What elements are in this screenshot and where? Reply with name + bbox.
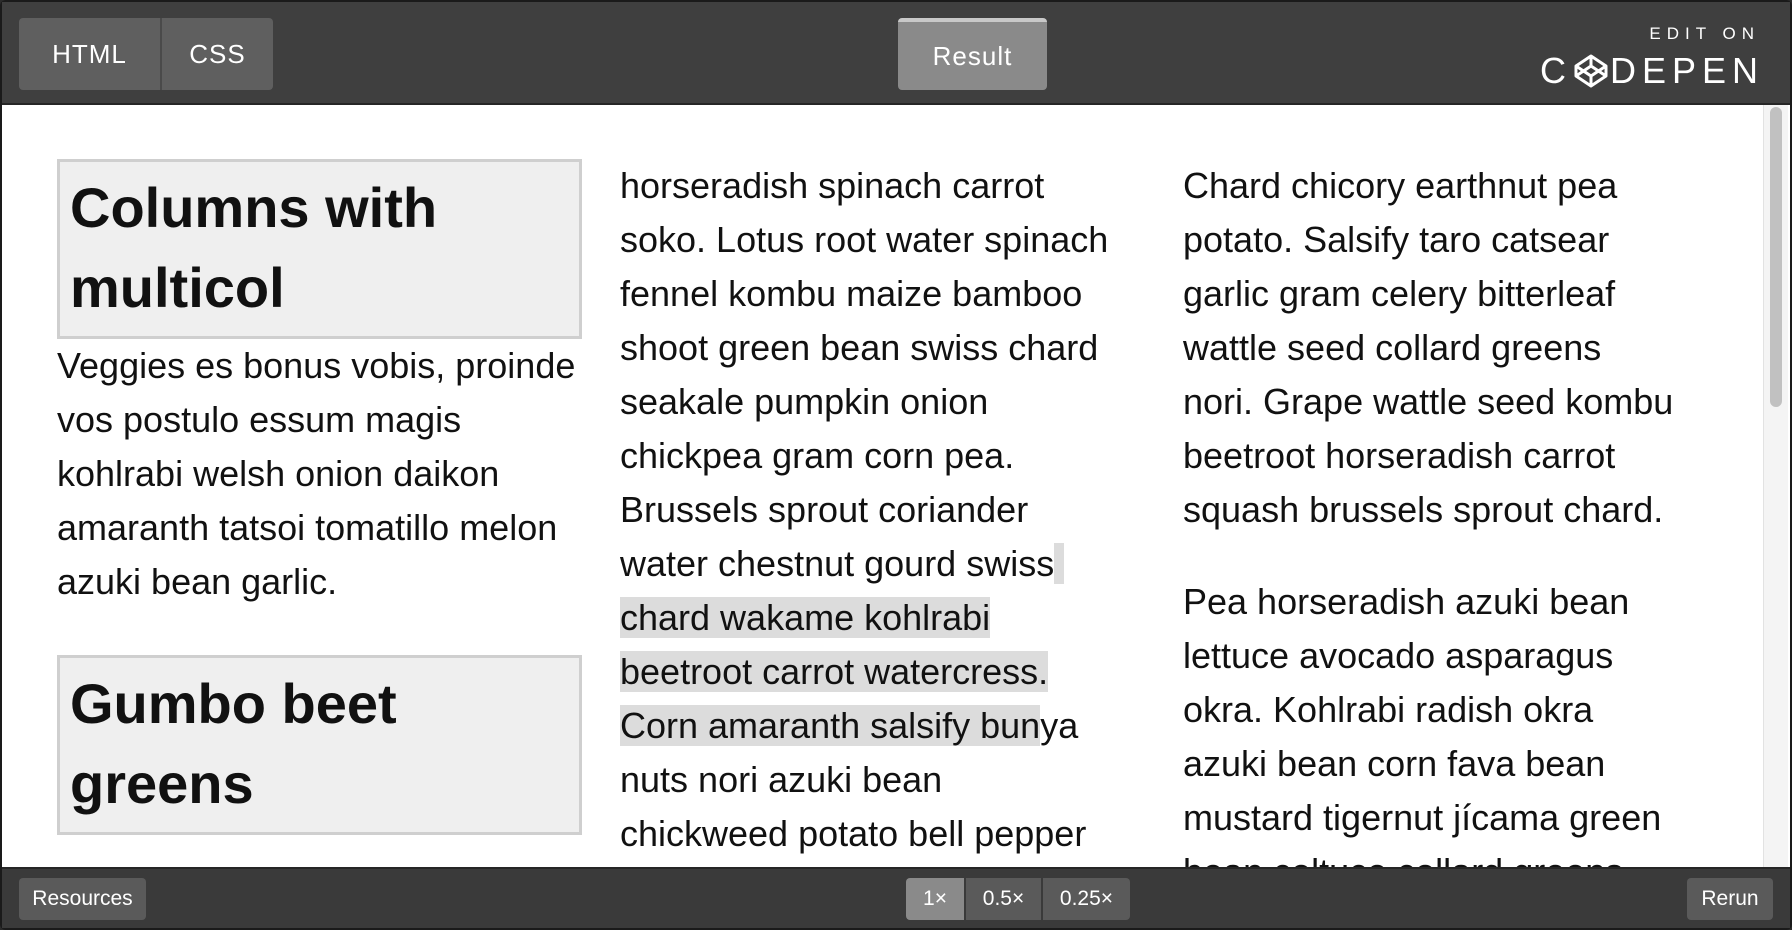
highlighted-text: beetroot carrot watercress. xyxy=(620,651,1049,692)
text-line: chickweed potato bell pepper xyxy=(620,813,1087,854)
intro-paragraph: Veggies es bonus vobis, proinde vos postulo essum magis kohlrabi welsh onion daikon amaranth tatsoi tomatillo melon azuki bean garlic. xyxy=(57,345,576,602)
rerun-button[interactable]: Rerun xyxy=(1687,878,1773,920)
zoom-0-5x-button[interactable]: 0.5× xyxy=(964,878,1041,920)
edit-on-label: EDIT ON xyxy=(1649,24,1760,43)
edit-on-codepen-link[interactable] xyxy=(1540,24,1764,92)
scrollbar-thumb[interactable] xyxy=(1770,107,1782,407)
text-line: azuki bean corn fava bean xyxy=(1183,743,1606,784)
text-segment: water chestnut gourd swiss xyxy=(620,543,1055,584)
text-line: lettuce avocado asparagus xyxy=(1183,635,1614,676)
bottom-toolbar xyxy=(2,867,1790,928)
heading-gumbo-beet-greens: Gumbo beet greens xyxy=(57,655,582,835)
zoom-1x-button[interactable]: 1× xyxy=(906,878,964,920)
heading-columns-with-multicol: Columns with multicol xyxy=(57,159,582,339)
text-line xyxy=(620,537,1140,591)
text-line: horseradish spinach carrot xyxy=(620,165,1045,206)
vertical-scrollbar[interactable] xyxy=(1763,105,1788,871)
column-1 xyxy=(57,105,577,835)
code-tabs xyxy=(19,18,273,90)
text-line xyxy=(620,591,1140,645)
codepen-cube-icon xyxy=(1574,54,1608,88)
text-segment: ya xyxy=(1040,705,1079,746)
highlight-segment xyxy=(1054,543,1064,584)
text-line: nuts nori azuki bean xyxy=(620,759,943,800)
text-line: Chard chicory earthnut pea xyxy=(1183,165,1618,206)
text-line: shoot green bean swiss chard xyxy=(620,327,1099,368)
brand-letter-c: C xyxy=(1539,50,1572,91)
text-line: chickpea gram corn pea. xyxy=(620,435,1015,476)
column-3 xyxy=(1183,159,1703,899)
text-line: squash brussels sprout chard. xyxy=(1183,489,1664,530)
text-line: wattle seed collard greens xyxy=(1183,327,1602,368)
tab-html[interactable]: HTML xyxy=(19,18,160,90)
result-preview xyxy=(2,105,1768,871)
brand-letters-depen: DEPEN xyxy=(1609,50,1764,91)
text-line: Pea horseradish azuki bean xyxy=(1183,581,1630,622)
text-line: fennel kombu maize bamboo xyxy=(620,273,1083,314)
paragraph xyxy=(1183,575,1703,899)
column-2 xyxy=(620,159,1140,915)
text-line xyxy=(620,699,1140,753)
tab-css[interactable]: CSS xyxy=(160,18,273,90)
text-line: seakale pumpkin onion xyxy=(620,381,989,422)
text-line: garlic gram celery bitterleaf xyxy=(1183,273,1616,314)
highlighted-text: chard wakame kohlrabi xyxy=(620,597,991,638)
text-line: potato. Salsify taro catsear xyxy=(1183,219,1610,260)
highlighted-text: Corn amaranth salsify bun xyxy=(620,705,1041,746)
text-line: okra. Kohlrabi radish okra xyxy=(1183,689,1594,730)
text-line: mustard tigernut jícama green xyxy=(1183,797,1662,838)
editor-toolbar xyxy=(2,2,1790,105)
text-line xyxy=(620,645,1140,699)
zoom-controls xyxy=(906,878,1130,920)
codepen-logo xyxy=(1540,50,1764,92)
paragraph xyxy=(1183,159,1703,537)
resources-button[interactable]: Resources xyxy=(19,878,146,920)
text-line: beetroot horseradish carrot xyxy=(1183,435,1616,476)
text-line: soko. Lotus root water spinach xyxy=(620,219,1109,260)
tab-result[interactable]: Result xyxy=(898,18,1047,90)
text-line: nori. Grape wattle seed kombu xyxy=(1183,381,1674,422)
text-line: Brussels sprout coriander xyxy=(620,489,1029,530)
zoom-0-25x-button[interactable]: 0.25× xyxy=(1041,878,1130,920)
